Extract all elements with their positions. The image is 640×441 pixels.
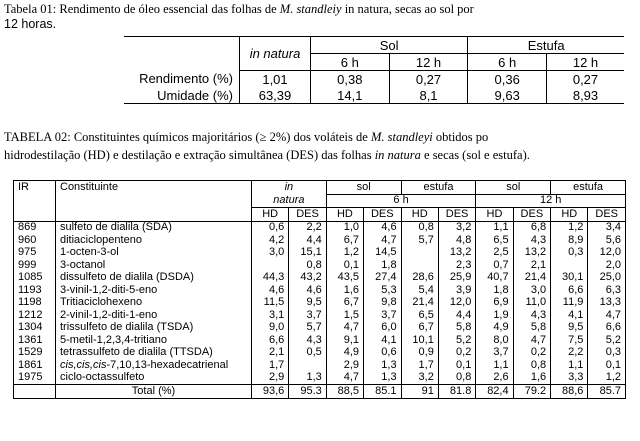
table2-cell: 3,2 bbox=[438, 221, 476, 234]
table2-cell: 3,1 bbox=[252, 309, 289, 322]
table1-subheader-6h-estufa: 6 h bbox=[468, 54, 547, 71]
table2-row-constituinte bbox=[56, 359, 252, 372]
table2-cell: 0,9 bbox=[401, 347, 438, 360]
table2-cell: 0,3 bbox=[588, 347, 626, 360]
table2-caption-line2 bbox=[4, 148, 530, 162]
table2-cell: 4,6 bbox=[364, 221, 402, 234]
table2-cell: 3,0 bbox=[513, 284, 551, 297]
table2-row-ir: 1861 bbox=[18, 358, 43, 371]
table2-header-sol-6h: sol bbox=[326, 181, 401, 195]
table2-cell: 5,7 bbox=[401, 234, 438, 247]
table2-cell: 1,8 bbox=[364, 259, 402, 272]
table2-cell: 3,9 bbox=[438, 284, 476, 297]
table2-row-ir: 1304 bbox=[18, 321, 43, 334]
table2-header-empty bbox=[14, 208, 56, 222]
table1-header-empty bbox=[124, 37, 240, 54]
table2-total-cell: 81.8 bbox=[438, 385, 476, 399]
table1-cell: 9,63 bbox=[468, 87, 547, 104]
table2-header-estufa-12h: estufa bbox=[551, 181, 626, 195]
table2-cell: 3,7 bbox=[476, 347, 513, 360]
table2-total-cell: 79.2 bbox=[513, 385, 551, 399]
table2-cell: 5,2 bbox=[588, 334, 626, 347]
table2-caption-line2-text: hidrodestilação (HD) e destilação e extração simultânea (DES) das folhas bbox=[4, 148, 375, 162]
table2-cell: 10,1 bbox=[401, 334, 438, 347]
table2-header-estufa-6h: estufa bbox=[401, 181, 476, 195]
table2-cell: 1,5 bbox=[326, 309, 363, 322]
table1-row-label: Rendimento (%) bbox=[139, 71, 233, 87]
table2-row bbox=[14, 372, 626, 385]
table2-cell: 6,6 bbox=[588, 322, 626, 335]
table2-total-cell: 85.1 bbox=[364, 385, 402, 399]
table2-total-row bbox=[14, 385, 626, 399]
table2-header-ir: IR bbox=[14, 181, 56, 195]
table2-cell: 1,1 bbox=[476, 359, 513, 372]
table2-row-constituinte-rest: -7,10,13-hexadecatrienal bbox=[106, 358, 229, 371]
table2-cell: 6,5 bbox=[476, 234, 513, 247]
table2-cell: 12,0 bbox=[438, 297, 476, 310]
table2-row bbox=[14, 322, 626, 335]
table2-cell: 1,0 bbox=[326, 221, 363, 234]
table2-cell: 1,3 bbox=[364, 372, 402, 385]
table2-cell: 4,6 bbox=[252, 284, 289, 297]
table2-row-constituinte: Tritiaciclohexeno bbox=[56, 297, 252, 310]
table2-cell: 0,1 bbox=[438, 359, 476, 372]
table2-cell: 4,7 bbox=[326, 372, 363, 385]
table2-cell: 6,5 bbox=[401, 309, 438, 322]
table2-row-constituinte: sulfeto de dialila (SDA) bbox=[56, 221, 252, 234]
table2-cell bbox=[551, 259, 588, 272]
table1-cell: 0,27 bbox=[389, 71, 468, 88]
table2-row-constituinte-italic: cis,cis,cis bbox=[60, 358, 107, 371]
table2-row bbox=[14, 284, 626, 297]
table1-row-label: Umidade (%) bbox=[124, 87, 240, 104]
table2-cell: 4,3 bbox=[289, 334, 327, 347]
table2-cell: 5,2 bbox=[438, 334, 476, 347]
table2-cell bbox=[289, 359, 327, 372]
table2-cell: 5,8 bbox=[513, 322, 551, 335]
table2-cell: 4,3 bbox=[513, 309, 551, 322]
table2-cell: 4,2 bbox=[252, 234, 289, 247]
table2-cell: 6,3 bbox=[588, 284, 626, 297]
table1-caption-line2 bbox=[4, 17, 56, 31]
table2-row-constituinte: 2-vinil-1,2-diti-1-eno bbox=[56, 309, 252, 322]
table1-cell: 0,27 bbox=[547, 71, 624, 88]
table2-row-constituinte: ditiaciclopenteno bbox=[56, 234, 252, 247]
table2-row-ir: 1085 bbox=[18, 271, 43, 284]
table2-cell: 4,7 bbox=[364, 234, 402, 247]
table2-cell: 1,2 bbox=[588, 372, 626, 385]
table2-cell: 6,7 bbox=[326, 234, 363, 247]
table1-cell: 63,39 bbox=[240, 87, 311, 104]
table2-caption-text-end: obtidos po bbox=[432, 130, 489, 144]
table2-cell: 0,1 bbox=[326, 259, 363, 272]
table2-cell: 7,5 bbox=[551, 334, 588, 347]
table2-cell: 5,3 bbox=[364, 284, 402, 297]
table1-caption-line2-text: 12 horas. bbox=[4, 17, 57, 31]
table2-row-constituinte: 1-octen-3-ol bbox=[56, 247, 252, 260]
table2-cell: 1,7 bbox=[401, 359, 438, 372]
table2-header-des: DES bbox=[588, 208, 626, 222]
table2-cell: 0,6 bbox=[364, 347, 402, 360]
table2-row bbox=[14, 334, 626, 347]
table1-cell: 0,38 bbox=[311, 71, 390, 88]
table1-subheader-12h-sol: 12 h bbox=[389, 54, 468, 71]
table2-cell: 14,5 bbox=[364, 247, 402, 260]
table2-cell: 3,2 bbox=[401, 372, 438, 385]
table2-cell: 3,7 bbox=[364, 309, 402, 322]
table2-cell: 1,3 bbox=[289, 372, 327, 385]
table2-row-ir: 1975 bbox=[18, 371, 43, 384]
table2-cell: 3,3 bbox=[551, 372, 588, 385]
table2-row-ir: 1361 bbox=[18, 333, 43, 346]
table1-cell: 8,93 bbox=[547, 87, 624, 104]
table2-header-in: in bbox=[252, 181, 327, 195]
table2-header-des: DES bbox=[289, 208, 327, 222]
table2-cell: 25,9 bbox=[438, 272, 476, 285]
table2-cell: 43,2 bbox=[289, 272, 327, 285]
table2-cell: 2,1 bbox=[252, 347, 289, 360]
table2-row-ir: 975 bbox=[18, 246, 37, 259]
table2-cell: 13,2 bbox=[513, 247, 551, 260]
table2-cell: 2,0 bbox=[588, 259, 626, 272]
table2-cell: 11,0 bbox=[513, 297, 551, 310]
table2-row bbox=[14, 359, 626, 372]
table2-caption-text: TABELA 02: Constituintes químicos majoritários (≥ 2%) dos voláteis de bbox=[4, 130, 371, 144]
table2-cell: 15,1 bbox=[289, 247, 327, 260]
table2-cell: 6,7 bbox=[326, 297, 363, 310]
table2-total-cell: 85.7 bbox=[588, 385, 626, 399]
table2-cell bbox=[401, 247, 438, 260]
table2-header-des: DES bbox=[438, 208, 476, 222]
table2-cell: 1,9 bbox=[476, 309, 513, 322]
table2-header-hd: HD bbox=[476, 208, 513, 222]
table2-cell: 3,4 bbox=[588, 221, 626, 234]
table2-cell: 21,4 bbox=[513, 272, 551, 285]
table2-row bbox=[14, 221, 626, 234]
table2-cell: 0,6 bbox=[252, 221, 289, 234]
table2-row bbox=[14, 234, 626, 247]
table2-row-constituinte: 3-octanol bbox=[56, 259, 252, 272]
table2-cell: 21,4 bbox=[401, 297, 438, 310]
table1 bbox=[124, 36, 624, 104]
table1-caption-text-end: in natura, secas ao sol por bbox=[341, 2, 474, 16]
table2-cell: 0,1 bbox=[588, 359, 626, 372]
table1-cell: 8,1 bbox=[389, 87, 468, 104]
table2-cell: 2,3 bbox=[438, 259, 476, 272]
table2-cell: 1,2 bbox=[326, 247, 363, 260]
table2-cell: 0,2 bbox=[438, 347, 476, 360]
table2-row bbox=[14, 297, 626, 310]
table2-cell: 4,9 bbox=[326, 347, 363, 360]
table2-cell: 1,8 bbox=[476, 284, 513, 297]
table2-row-ir: 1529 bbox=[18, 346, 43, 359]
table2-cell: 5,6 bbox=[588, 234, 626, 247]
table2-row-constituinte: 5-metil-1,2,3,4-tritiano bbox=[56, 334, 252, 347]
table2-cell: 28,6 bbox=[401, 272, 438, 285]
table2-cell: 4,9 bbox=[476, 322, 513, 335]
table2-cell: 6,7 bbox=[401, 322, 438, 335]
table1-header-estufa: Estufa bbox=[468, 37, 624, 54]
table2-total-cell: 91 bbox=[401, 385, 438, 399]
table1-row-rendimento bbox=[124, 71, 624, 88]
table2-cell: 6,6 bbox=[551, 284, 588, 297]
table2-row-constituinte: dissulfeto de dialila (DSDA) bbox=[56, 272, 252, 285]
table2-cell: 1,6 bbox=[513, 372, 551, 385]
table2-header-row2 bbox=[14, 194, 626, 208]
table2-cell: 5,4 bbox=[401, 284, 438, 297]
table2-cell: 4,7 bbox=[588, 309, 626, 322]
table2-row bbox=[14, 247, 626, 260]
table2-row bbox=[14, 309, 626, 322]
table2-header-sol-12h: sol bbox=[476, 181, 551, 195]
table2-cell: 4,7 bbox=[326, 322, 363, 335]
table2-row-ir: 960 bbox=[18, 233, 37, 246]
table2-row-ir: 999 bbox=[18, 258, 37, 271]
table2-cell: 9,8 bbox=[364, 297, 402, 310]
table1-subheader-row bbox=[124, 54, 624, 71]
table2-header-constituinte: Constituinte bbox=[56, 181, 252, 195]
table2-cell: 6,9 bbox=[476, 297, 513, 310]
table2-cell: 2,9 bbox=[252, 372, 289, 385]
table2-cell: 4,1 bbox=[551, 309, 588, 322]
table2-cell: 0,7 bbox=[476, 259, 513, 272]
table2-cell: 4,7 bbox=[513, 334, 551, 347]
table2-cell: 5,7 bbox=[289, 322, 327, 335]
table2-cell: 4,1 bbox=[364, 334, 402, 347]
table2-total-empty bbox=[14, 385, 56, 399]
table2-cell: 12,0 bbox=[588, 247, 626, 260]
table2-total-cell: 93,6 bbox=[252, 385, 289, 399]
table2-total-cell: 88,6 bbox=[551, 385, 588, 399]
table2-cell: 2,6 bbox=[476, 372, 513, 385]
table2-header-hd: HD bbox=[326, 208, 363, 222]
table2-cell: 4,8 bbox=[438, 234, 476, 247]
table2-row-ir: 869 bbox=[18, 221, 37, 234]
table2-cell: 2,9 bbox=[326, 359, 363, 372]
table1-subheader-empty bbox=[124, 54, 240, 71]
table2-header-des: DES bbox=[364, 208, 402, 222]
table2-cell: 6,0 bbox=[364, 322, 402, 335]
table2-header-empty bbox=[14, 194, 56, 208]
table2-row-constituinte: trissulfeto de dialila (TSDA) bbox=[56, 322, 252, 335]
table2-cell: 0,8 bbox=[438, 372, 476, 385]
table2-header-hd: HD bbox=[551, 208, 588, 222]
table2-cell: 0,2 bbox=[513, 347, 551, 360]
table1-header-sol: Sol bbox=[311, 37, 468, 54]
table2-cell: 9,5 bbox=[551, 322, 588, 335]
table2-cell: 1,7 bbox=[252, 359, 289, 372]
table1-caption-species: M. standleiy bbox=[279, 2, 342, 16]
table1-header-in-natura: in natura bbox=[240, 37, 311, 71]
table2-cell: 8,0 bbox=[476, 334, 513, 347]
table2-header-row1 bbox=[14, 181, 626, 195]
table2-cell: 9,5 bbox=[289, 297, 327, 310]
table2-cell: 4,6 bbox=[289, 284, 327, 297]
table2-total-label: Total (%) bbox=[56, 385, 252, 399]
table2-row-ir: 1212 bbox=[18, 308, 43, 321]
table2-cell: 1,1 bbox=[551, 359, 588, 372]
table2-header-6h: 6 h bbox=[326, 194, 476, 208]
table2-cell: 43,5 bbox=[326, 272, 363, 285]
table2-cell: 2,1 bbox=[513, 259, 551, 272]
table2-total-cell: 82,4 bbox=[476, 385, 513, 399]
table2-cell: 1,1 bbox=[476, 221, 513, 234]
table2-caption bbox=[4, 130, 488, 144]
table2-row-constituinte: tetrassulfeto de dialila (TTSDA) bbox=[56, 347, 252, 360]
table2-header-hd: HD bbox=[401, 208, 438, 222]
table2-header-12h: 12 h bbox=[476, 194, 626, 208]
table2-cell: 9,1 bbox=[326, 334, 363, 347]
table2-cell: 13,2 bbox=[438, 247, 476, 260]
table2-cell: 1,3 bbox=[364, 359, 402, 372]
table2-cell: 4,3 bbox=[513, 234, 551, 247]
table2-cell: 1,6 bbox=[326, 284, 363, 297]
table2-header-empty bbox=[56, 194, 252, 208]
table2-cell: 5,8 bbox=[438, 322, 476, 335]
table2-cell: 3,0 bbox=[252, 247, 289, 260]
table2-row bbox=[14, 272, 626, 285]
table2-header-des: DES bbox=[513, 208, 551, 222]
table2-cell: 8,9 bbox=[551, 234, 588, 247]
table2-cell bbox=[252, 259, 289, 272]
table2-cell: 40,7 bbox=[476, 272, 513, 285]
table1-subheader-6h-sol: 6 h bbox=[311, 54, 390, 71]
table2-cell bbox=[401, 259, 438, 272]
table1-cell: 14,1 bbox=[311, 87, 390, 104]
table2-caption-in-natura: in natura bbox=[374, 148, 421, 162]
table2-row-ir: 1198 bbox=[18, 296, 42, 309]
table1-cell: 1,01 bbox=[240, 71, 311, 88]
table2-row bbox=[14, 259, 626, 272]
table2-cell: 1,2 bbox=[551, 221, 588, 234]
table2 bbox=[13, 180, 626, 399]
table2-cell: 0,5 bbox=[289, 347, 327, 360]
table2-row-ir: 1193 bbox=[18, 283, 42, 296]
table2-header-empty bbox=[56, 208, 252, 222]
table2-header-row3 bbox=[14, 208, 626, 222]
table2-cell: 6,8 bbox=[513, 221, 551, 234]
table2-caption-line2-end: e secas (sol e estufa). bbox=[420, 148, 530, 162]
table1-header-row bbox=[124, 37, 624, 54]
table1-row-umidade bbox=[124, 87, 624, 104]
table2-cell: 9,0 bbox=[252, 322, 289, 335]
table2-total-cell: 95.3 bbox=[289, 385, 327, 399]
table2-cell: 2,2 bbox=[289, 221, 327, 234]
table2-cell: 44,3 bbox=[252, 272, 289, 285]
table2-cell: 30,1 bbox=[551, 272, 588, 285]
table2-cell: 2,5 bbox=[476, 247, 513, 260]
table2-header-hd: HD bbox=[252, 208, 289, 222]
table2-cell: 6,6 bbox=[252, 334, 289, 347]
table2-cell: 3,7 bbox=[289, 309, 327, 322]
table2-cell: 11,9 bbox=[551, 297, 588, 310]
table2-cell: 25,0 bbox=[588, 272, 626, 285]
table2-cell: 0,3 bbox=[551, 247, 588, 260]
table2-cell: 2,2 bbox=[551, 347, 588, 360]
table2-cell: 13,3 bbox=[588, 297, 626, 310]
table2-row bbox=[14, 347, 626, 360]
table2-cell: 0,8 bbox=[513, 359, 551, 372]
table1-caption bbox=[4, 2, 474, 16]
table2-cell: 11,5 bbox=[252, 297, 289, 310]
table1-subheader-12h-estufa: 12 h bbox=[547, 54, 624, 71]
table2-row-constituinte: 3-vinil-1,2-diti-5-eno bbox=[56, 284, 252, 297]
table1-cell: 0,36 bbox=[468, 71, 547, 88]
table1-caption-text: Tabela 01: Rendimento de óleo essencial das folhas de bbox=[4, 2, 280, 16]
table2-cell: 0,8 bbox=[401, 221, 438, 234]
table2-cell: 4,4 bbox=[289, 234, 327, 247]
table2-cell: 27,4 bbox=[364, 272, 402, 285]
table2-row-constituinte: ciclo-octassulfeto bbox=[56, 372, 252, 385]
table2-total-cell: 88,5 bbox=[326, 385, 363, 399]
table2-caption-species: M. standleyi bbox=[370, 130, 433, 144]
table2-cell: 0,8 bbox=[289, 259, 327, 272]
table2-cell: 4,4 bbox=[438, 309, 476, 322]
table2-header-natura: natura bbox=[252, 194, 327, 208]
table2-body bbox=[14, 221, 626, 385]
